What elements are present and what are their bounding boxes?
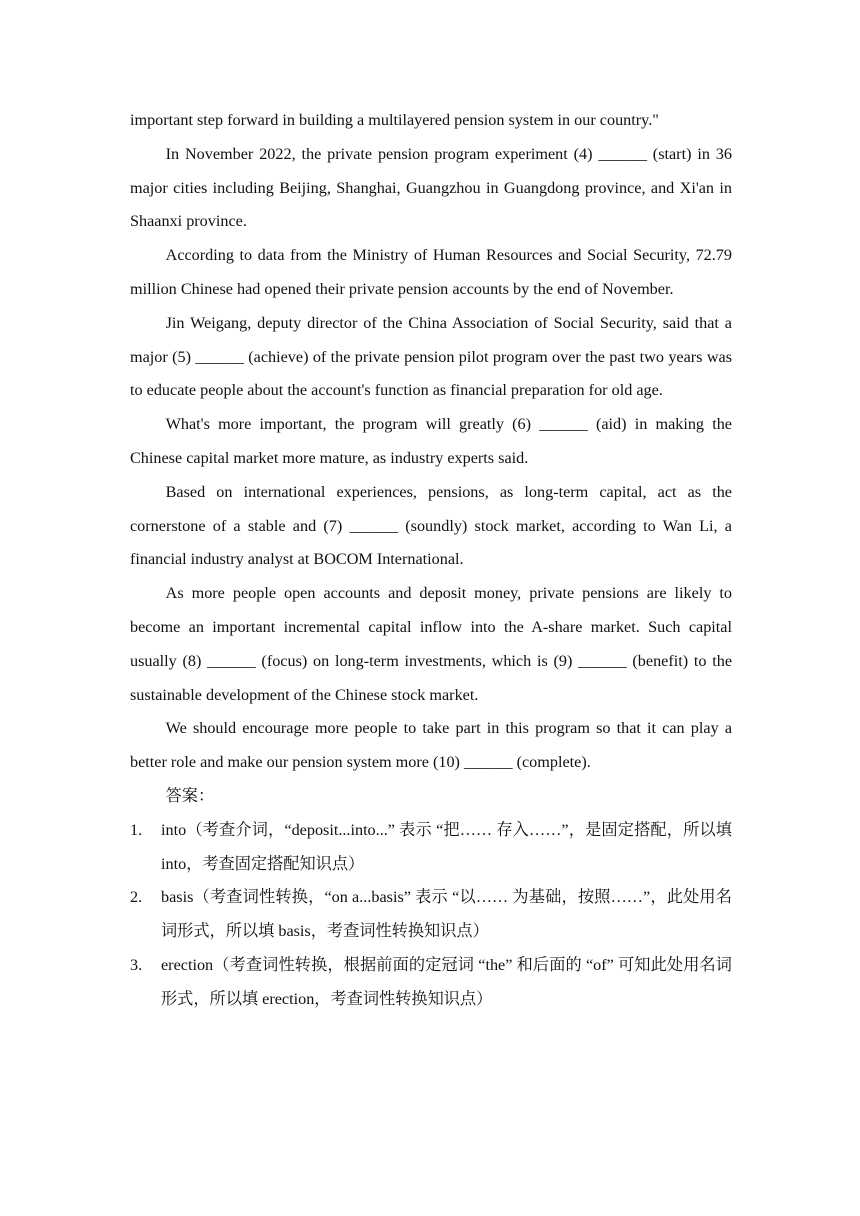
answer-list [130,814,732,1017]
passage-paragraph: Based on international experiences, pensions, as long-term capital, act as the cornerstone of a stable and (7) ______ (soundly) stock market, according to Wan Li, a financial industry analyst at BOCOM International. [130,482,732,569]
passage-paragraph: In November 2022, the private pension program experiment (4) ______ (start) in 36 major cities including Beijing, Shanghai, Guangzhou in Guangdong province, and Xi'an in Shaanxi province. [130,144,732,231]
document-page [130,104,732,1017]
answer-item [130,949,732,1017]
passage-paragraph: We should encourage more people to take part in this program so that it can play a better role and make our pension system more (10) ______ (complete). [130,719,732,772]
passage-paragraph: As more people open accounts and deposit money, private pensions are likely to become an important incremental capital inflow into the A-share market. Such capital usually (8) ______ (focus) on long-term investments, which is (9) ______ (benefit) to the sustainable development of the Chinese stock market. [130,584,732,704]
passage-paragraph: What's more important, the program will greatly (6) ______ (aid) in making the Chinese capital market more mature, as industry experts said. [130,415,732,467]
answer-number: 3. [130,955,143,974]
answer-text: erection（考查词性转换，根据前面的定冠词 “the” 和后面的 “of” 可知此处用名词形式，所以填 erection，考查词性转换知识点） [161,955,732,1008]
answers-heading: 答案： [165,786,215,805]
passage-paragraph: important step forward in building a multilayered pension system in our country." [130,111,659,129]
answer-text: into（考查介词，“deposit...into...” 表示 “把…… 存入……”，是固定搭配，所以填 into，考查固定搭配知识点） [161,820,732,873]
answer-item [130,881,732,949]
answer-number: 1. [130,820,143,839]
answer-item [130,814,732,882]
passage-paragraph: According to data from the Ministry of Human Resources and Social Security, 72.79 million Chinese had opened their private pension accounts by the end of November. [130,246,732,298]
answer-text: basis（考查词性转换，“on a...basis” 表示 “以…… 为基础，按照……”，此处用名词形式，所以填 basis，考查词性转换知识点） [161,888,732,941]
passage-paragraph: Jin Weigang, deputy director of the China Association of Social Security, said that a major (5) ______ (achieve) of the private pension pilot program over the past two years was to educate people about the account's function as financial preparation for old age. [130,313,732,400]
answer-number: 2. [130,888,143,907]
